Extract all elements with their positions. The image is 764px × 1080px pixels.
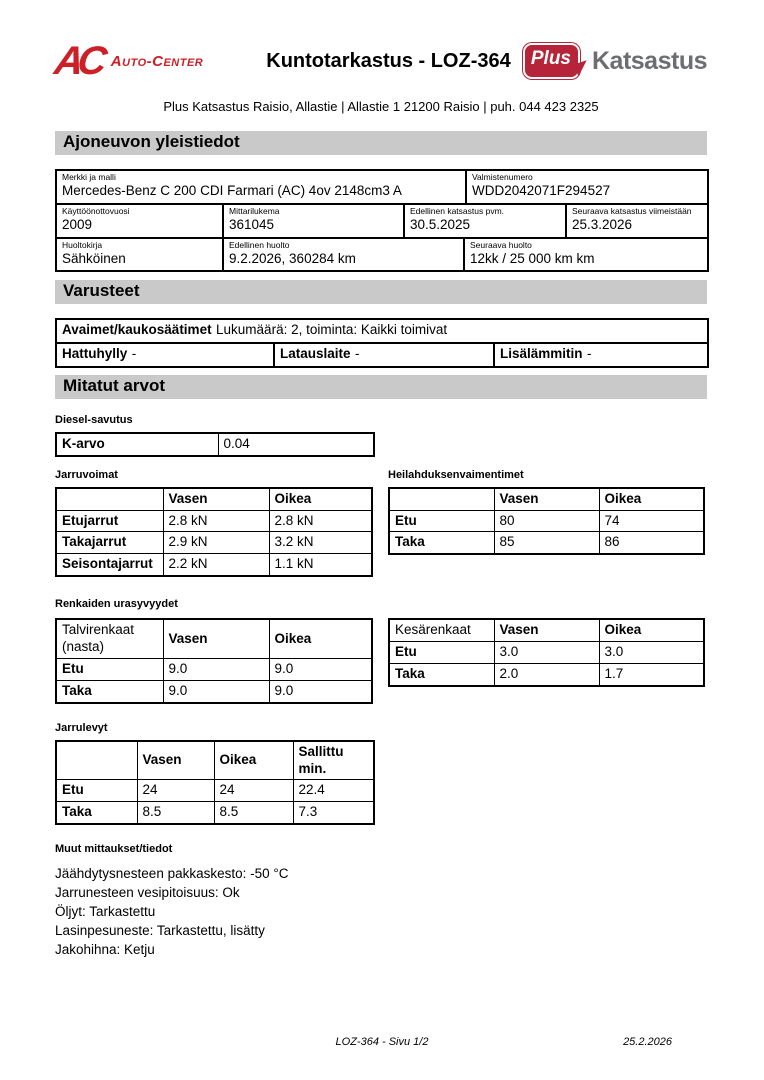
cell-value: 8.5 (137, 802, 214, 824)
table-row (56, 433, 374, 456)
cell-value: 8.5 (214, 802, 293, 824)
inspection-report-page (51, 0, 707, 959)
field-value: 361045 (229, 216, 275, 232)
table-header-row (389, 488, 704, 510)
section-vehicle-info: Ajoneuvon yleistiedot (55, 131, 707, 155)
table-row (56, 510, 372, 532)
cell-value: 2.0 (494, 663, 599, 685)
report-header (51, 36, 707, 86)
corner-cell: Kesärenkaat (389, 619, 494, 641)
report-title: Kuntotarkastus - LOZ-364 (266, 49, 511, 72)
row-label: Etujarrut (56, 510, 163, 532)
plus-bubble-text: Plus (530, 48, 571, 69)
field-prev-service (223, 238, 464, 272)
corner-cell (56, 488, 163, 510)
row-label: Etu (389, 642, 494, 664)
column-header-right: Oikea (269, 619, 372, 658)
column-header-left: Vasen (163, 619, 269, 658)
equipment-row-keys (55, 318, 709, 343)
corner-cell (389, 488, 494, 510)
cell-value: 3.0 (599, 642, 704, 664)
cell-value: 9.0 (163, 680, 269, 702)
field-label: Edellinen katsastus pvm. (410, 205, 505, 216)
table-row (56, 780, 374, 802)
field-vin (466, 170, 708, 203)
table-row (389, 663, 704, 685)
field-odometer (223, 204, 404, 237)
table-header-row (56, 488, 372, 510)
field-value: WDD2042071F294527 (472, 182, 611, 198)
text-line: Jakohihna: Ketju (55, 942, 155, 958)
field-value: 2009 (62, 216, 93, 232)
text-line: Jäähdytysnesteen pakkaskesto: -50 °C (55, 866, 289, 882)
column-header-right: Oikea (599, 488, 704, 510)
field-keys-remotes (56, 319, 708, 343)
field-label: Käyttöönottovuosi (62, 205, 130, 216)
cell-value: 74 (599, 510, 704, 532)
field-prev-inspection (404, 204, 566, 237)
speech-bubble-tail-icon (574, 60, 590, 76)
station-contact-line: Plus Katsastus Raisio, Allastie | Allastie 1 21200 Raisio | puh. 044 423 2325 (163, 99, 599, 114)
text-line: Jarrunesteen vesipitoisuus: Ok (55, 885, 240, 901)
column-header-left: Vasen (494, 619, 599, 641)
heading-brake-discs: Jarrulevyt (55, 721, 108, 734)
corner-cell (56, 741, 137, 780)
row-label: Takajarrut (56, 532, 163, 554)
field-label: Lisälämmitin (500, 346, 583, 362)
table-header-row (56, 741, 374, 780)
field-label: Mittarilukema (229, 205, 280, 216)
column-header-right: Oikea (214, 741, 293, 780)
column-header-left: Vasen (163, 488, 269, 510)
cell-value: 3.2 kN (269, 532, 372, 554)
table-row (389, 642, 704, 664)
cell-value: 24 (137, 780, 214, 802)
brake-forces-table (55, 487, 373, 578)
field-service-book (56, 238, 223, 272)
heading-shock-absorbers: Heilahduksenvaimentimet (388, 468, 524, 481)
table-row (56, 802, 374, 824)
row-label: Taka (389, 663, 494, 685)
heading-diesel-smoke: Diesel-savutus (55, 413, 133, 426)
cell-value: 86 (599, 532, 704, 554)
auto-center-logo-mark-icon: AC (51, 39, 104, 83)
cell-value: 9.0 (163, 658, 269, 680)
row-label: Etu (389, 510, 494, 532)
cell-value: 9.0 (269, 658, 372, 680)
field-label: Avaimet/kaukosäätimet (62, 322, 212, 338)
field-charger (274, 343, 494, 367)
section-equipment: Varusteet (55, 280, 707, 304)
field-value: 12kk / 25 000 km km (470, 250, 595, 266)
field-value: - (354, 346, 360, 362)
cell-value: 2.8 kN (269, 510, 372, 532)
field-next-service (464, 238, 708, 272)
field-value: Mercedes-Benz C 200 CDI Farmari (AC) 4ov 2148cm3 A (62, 182, 402, 198)
field-value: 9.2.2026, 360284 km (229, 250, 356, 266)
table-row (389, 532, 704, 554)
field-label: Seuraava katsastus viimeistään (572, 205, 692, 216)
vehicle-info-row-3 (55, 237, 709, 273)
column-header-left: Vasen (137, 741, 214, 780)
column-header-right: Oikea (599, 619, 704, 641)
text-line: Lasinpesuneste: Tarkastettu, lisätty (55, 923, 265, 939)
cell-value: 1.7 (599, 663, 704, 685)
row-label: Seisontajarrut (56, 554, 163, 576)
table-row (389, 510, 704, 532)
field-value: Sähköinen (62, 250, 126, 266)
field-value: - (131, 346, 137, 362)
row-label: Taka (56, 802, 137, 824)
text-line: Öljyt: Tarkastettu (55, 904, 156, 920)
table-row (56, 680, 372, 702)
cell-value: 2.8 kN (163, 510, 269, 532)
column-header-left: Vasen (494, 488, 599, 510)
column-header-min: Sallittu min. (293, 741, 374, 780)
winter-tires-table (55, 618, 373, 704)
row-label: Etu (56, 780, 137, 802)
table-row (56, 554, 372, 576)
row-label: K-arvo (56, 433, 218, 456)
row-label: Taka (56, 680, 163, 702)
cell-value: 2.2 kN (163, 554, 269, 576)
table-header-row (56, 619, 372, 658)
plus-bubble-icon (523, 43, 580, 79)
table-row (56, 532, 372, 554)
cell-value: 22.4 (293, 780, 374, 802)
field-label: Merkki ja malli (62, 171, 116, 182)
cell-value: 85 (494, 532, 599, 554)
auto-center-logo (51, 39, 240, 83)
brake-discs-table (55, 740, 375, 826)
cell-value: 7.3 (293, 802, 374, 824)
cell-value: 80 (494, 510, 599, 532)
field-label: Huoltokirja (62, 239, 103, 250)
cell-value: 2.9 kN (163, 532, 269, 554)
column-header-right: Oikea (269, 488, 372, 510)
row-value: 0.04 (218, 433, 374, 456)
row-label: Etu (56, 658, 163, 680)
field-value: 25.3.2026 (572, 216, 633, 232)
table-row (56, 658, 372, 680)
footer-date: 25.2.2026 (623, 1036, 672, 1048)
diesel-smoke-table (55, 432, 375, 457)
field-make-model (56, 170, 466, 203)
plus-katsastus-logo (530, 43, 707, 79)
katsastus-logo-name: Katsastus (592, 46, 707, 75)
vehicle-info-row-1 (55, 169, 709, 204)
auto-center-logo-name: Auto-Center (110, 52, 204, 70)
shock-absorbers-table (388, 487, 705, 556)
field-first-use-year (56, 204, 223, 237)
corner-cell: Talvirenkaat (nasta) (56, 619, 163, 658)
field-value: Lukumäärä: 2, toiminta: Kaikki toimivat (216, 322, 448, 338)
field-aux-heater (494, 343, 708, 367)
field-label: Hattuhylly (62, 346, 128, 362)
equipment-row-2 (55, 342, 709, 368)
cell-value: 24 (214, 780, 293, 802)
table-header-row (389, 619, 704, 641)
field-value: 30.5.2025 (410, 216, 471, 232)
other-measurements-lines (55, 864, 707, 959)
field-value: - (586, 346, 592, 362)
cell-value: 3.0 (494, 642, 599, 664)
heading-tire-treads: Renkaiden urasyvyydet (55, 598, 178, 611)
row-label: Taka (389, 532, 494, 554)
heading-brake-forces: Jarruvoimat (55, 468, 118, 481)
field-next-inspection (566, 204, 708, 237)
field-label: Seuraava huolto (470, 239, 532, 250)
field-label: Edellinen huolto (229, 239, 290, 250)
field-label: Latauslaite (280, 346, 351, 362)
field-parcel-shelf (56, 343, 274, 367)
field-label: Valmistenumero (472, 171, 533, 182)
heading-other-measurements: Muut mittaukset/tiedot (55, 843, 173, 856)
page-number: LOZ-364 - Sivu 1/2 (335, 1036, 429, 1048)
cell-value: 1.1 kN (269, 554, 372, 576)
vehicle-info-row-2 (55, 203, 709, 238)
cell-value: 9.0 (269, 680, 372, 702)
section-measured-values: Mitatut arvot (55, 375, 707, 399)
summer-tires-table (388, 618, 705, 687)
